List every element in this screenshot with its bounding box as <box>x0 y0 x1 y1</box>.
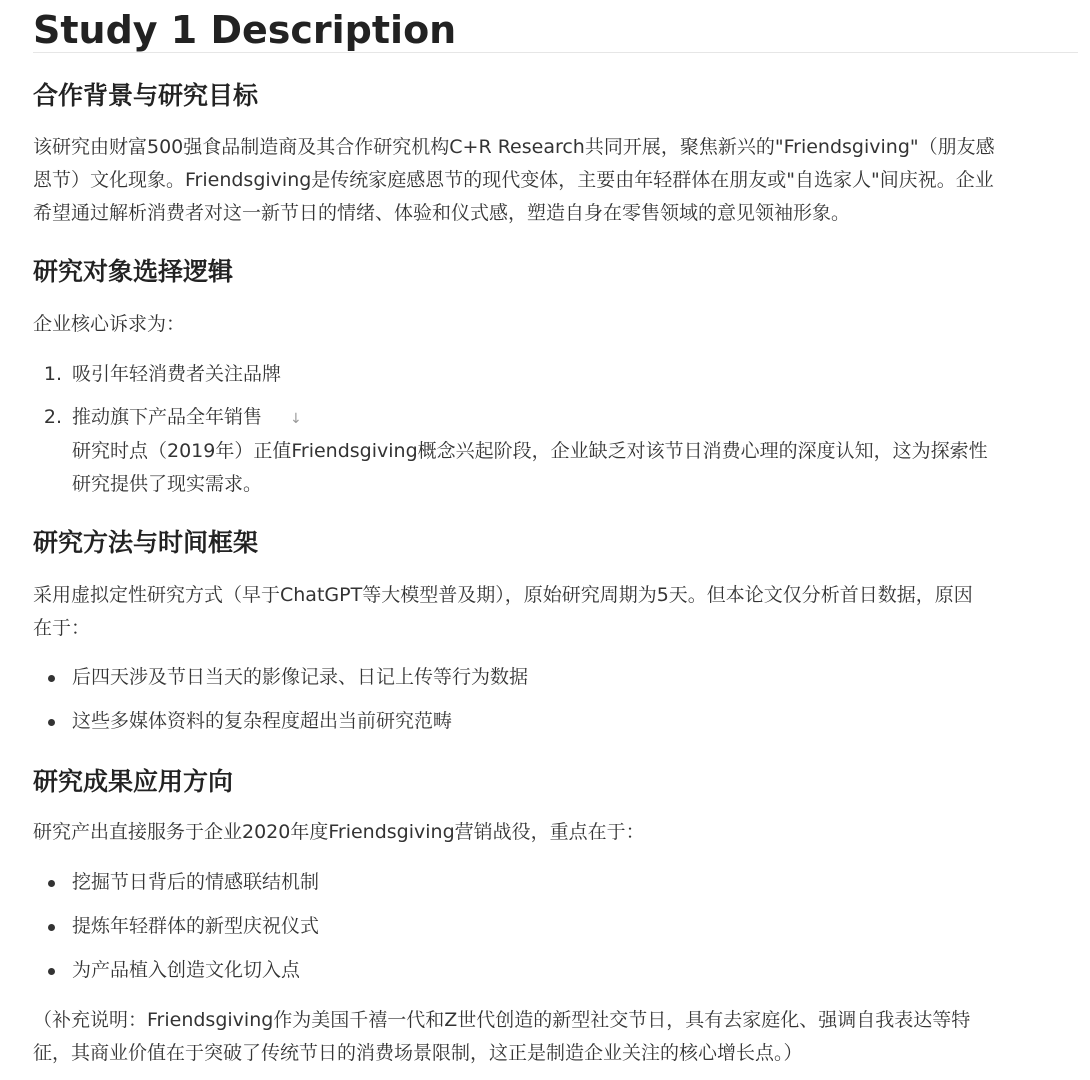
heading-subject: 研究对象选择逻辑 <box>33 257 234 286</box>
bullet-item: 为产品植入创造文化切入点 <box>72 959 301 981</box>
paragraph-line: 采用虚拟定性研究方式（早于ChatGPT等大模型普及期），原始研究周期为5天。但本论文仅分析首日数据，原因 <box>33 584 973 606</box>
bullet-item: 提炼年轻群体的新型庆祝仪式 <box>72 915 320 937</box>
paragraph-line: 该研究由财富500强食品制造商及其合作研究机构C+R Research共同开展，聚焦新兴的"Friendsgiving"（朋友感 <box>33 136 995 158</box>
list-number: 1. <box>43 363 62 385</box>
paragraph-line: 希望通过解析消费者对这一新节日的情绪、体验和仪式感，塑造自身在零售领域的意见领袖形象。 <box>33 202 851 224</box>
bullet-item: 后四天涉及节日当天的影像记录、日记上传等行为数据 <box>72 666 529 688</box>
paragraph-intro: 研究产出直接服务于企业2020年度Friendsgiving营销战役，重点在于： <box>33 821 645 843</box>
paragraph-line: 恩节）文化现象。Friendsgiving是传统家庭感恩节的现代变体，主要由年轻群体在朋友或"自选家人"间庆祝。企业 <box>33 169 994 191</box>
list-continuation-line: 研究时点（2019年）正值Friendsgiving概念兴起阶段，企业缺乏对该节日消费心理的深度认知，这为探索性 <box>72 440 988 462</box>
list-number: 2. <box>43 406 62 428</box>
bullet-icon <box>48 968 55 975</box>
title-divider <box>33 52 1078 53</box>
page-title: Study 1 Description <box>33 8 457 52</box>
list-item <box>72 401 302 436</box>
paragraph-intro: 企业核心诉求为： <box>33 313 186 335</box>
list-continuation-line: 研究提供了现实需求。 <box>72 473 263 495</box>
heading-method: 研究方法与时间框架 <box>33 528 259 557</box>
bullet-icon <box>48 924 55 931</box>
bullet-item: 挖掘节日背后的情感联结机制 <box>72 871 320 893</box>
heading-background: 合作背景与研究目标 <box>33 81 259 110</box>
bullet-icon <box>48 880 55 887</box>
list-item: 吸引年轻消费者关注品牌 <box>72 363 282 385</box>
bullet-icon <box>48 719 55 726</box>
paragraph-line: 在于： <box>33 617 91 639</box>
list-item-text: 推动旗下产品全年销售 <box>72 406 263 428</box>
note-line: 征，其商业价值在于突破了传统节日的消费场景限制，这正是制造企业关注的核心增长点。） <box>33 1042 803 1064</box>
heading-application: 研究成果应用方向 <box>33 767 234 796</box>
note-line: （补充说明：Friendsgiving作为美国千禧一代和Z世代创造的新型社交节日，具有去家庭化、强调自我表达等特 <box>33 1009 971 1031</box>
arrow-down-icon: ↓ <box>290 411 302 427</box>
bullet-item: 这些多媒体资料的复杂程度超出当前研究范畴 <box>72 710 453 732</box>
bullet-icon <box>48 675 55 682</box>
